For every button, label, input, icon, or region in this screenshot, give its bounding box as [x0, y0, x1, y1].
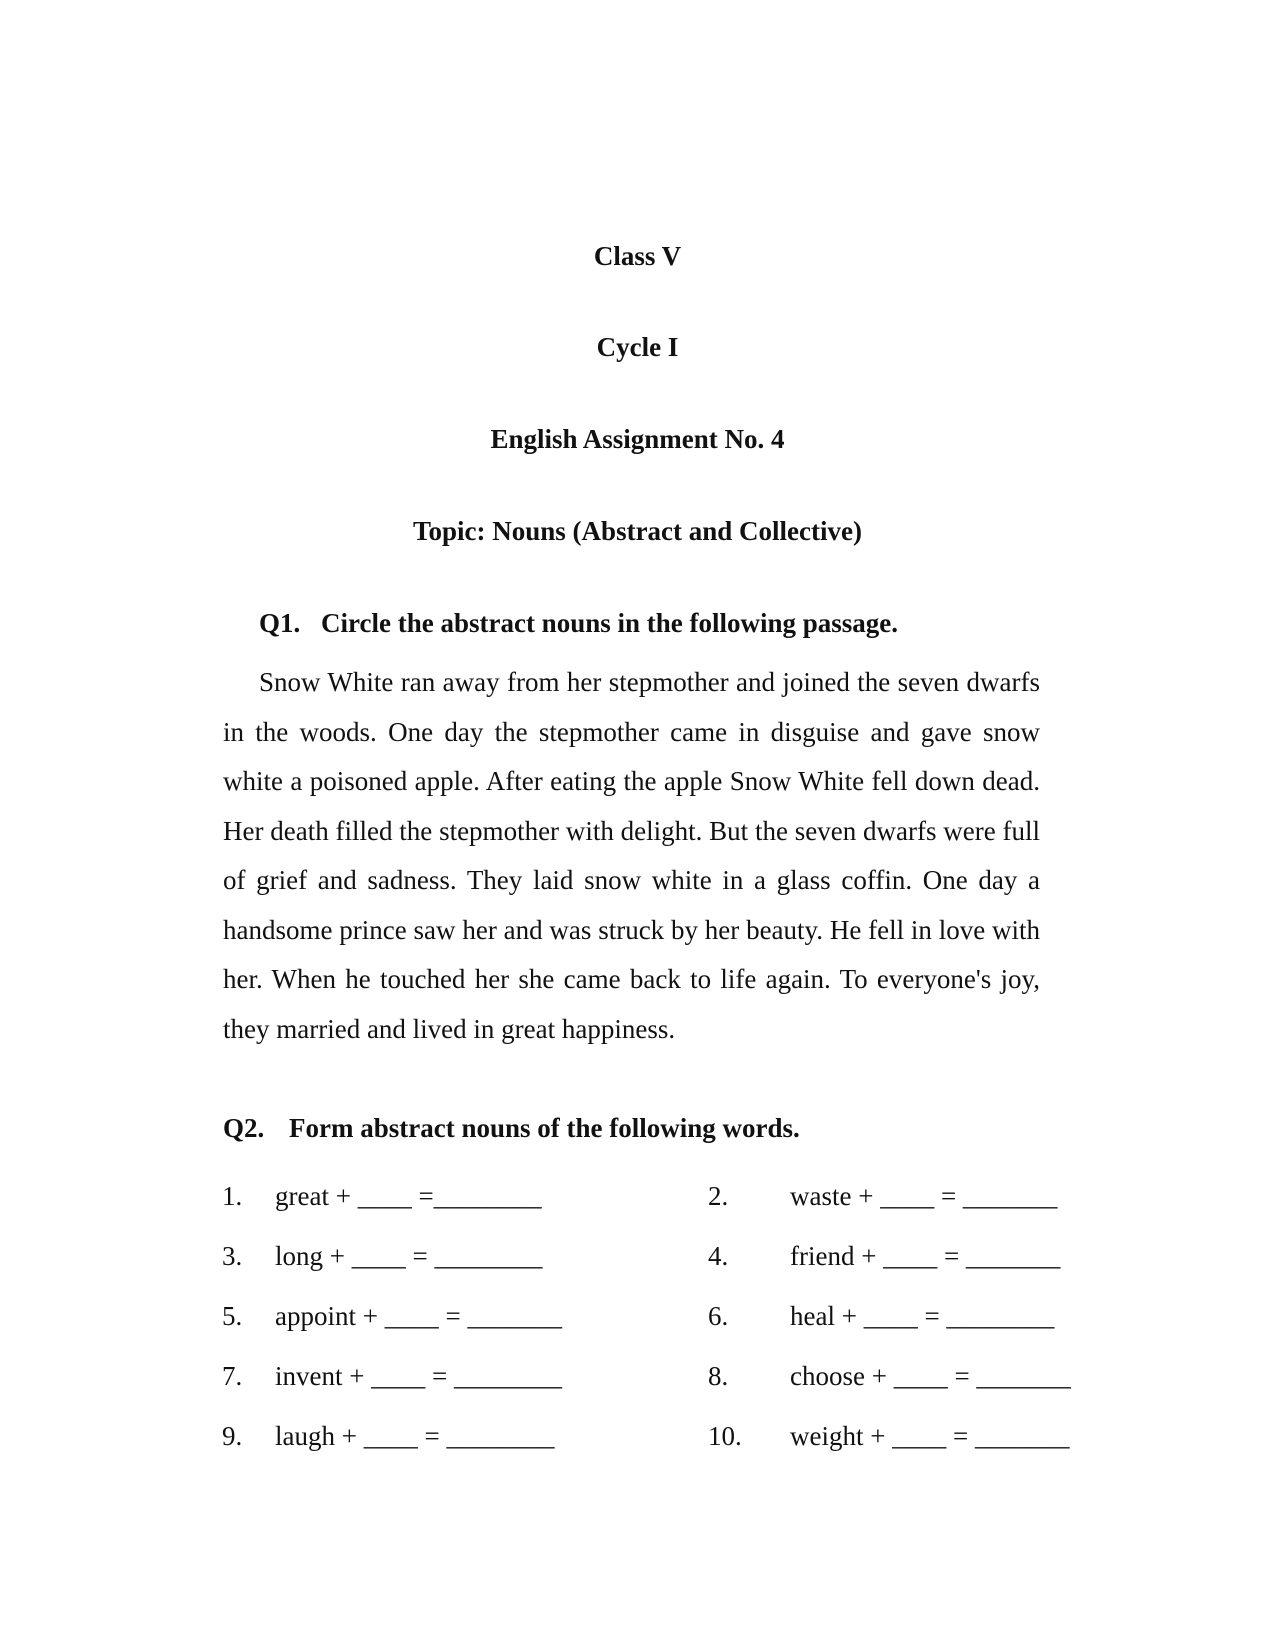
- exercise-prompt: great + ____ =________: [275, 1181, 542, 1211]
- passage-text: Snow White ran away from her stepmother and joined the seven dwarfs in the woods. One day the stepmother came in disguise and gave snow white a poisoned apple. After eating the apple Snow White fell down dead. Her death filled the stepmother with delight. But the seven dwarfs were full of grief and sadness. They laid snow white in a glass coffin. One day a handsome prince saw her and was struck by her beauty. He fell in love with her. When he touched her she came back to life again. To everyone's joy, they married and lived in great happiness.: [223, 667, 1040, 1044]
- exercise-number: 3.: [222, 1241, 243, 1271]
- exercise-prompt: friend + ____ = _______: [790, 1241, 1061, 1271]
- exercise-prompt: heal + ____ = ________: [790, 1301, 1055, 1331]
- exercise-number: 10.: [708, 1421, 742, 1451]
- exercise-prompt: invent + ____ = ________: [275, 1361, 562, 1391]
- exercise-number: 9.: [222, 1421, 243, 1451]
- exercise-prompt: long + ____ = ________: [275, 1241, 543, 1271]
- question-2: [223, 1112, 800, 1144]
- question-1: [259, 607, 898, 639]
- exercise-number: 1.: [222, 1181, 243, 1211]
- cycle-heading: Cycle I: [596, 332, 679, 362]
- question-2-instruction: Form abstract nouns of the following words.: [289, 1113, 800, 1143]
- exercise-number: 5.: [222, 1301, 243, 1331]
- exercise-number: 6.: [708, 1301, 729, 1331]
- question-1-instruction: Circle the abstract nouns in the following passage.: [321, 608, 899, 638]
- question-1-number: Q1.: [259, 608, 301, 638]
- question-2-number: Q2.: [223, 1113, 265, 1143]
- exercise-prompt: waste + ____ = _______: [790, 1181, 1058, 1211]
- exercise-prompt: weight + ____ = _______: [790, 1421, 1070, 1451]
- topic-heading: Topic: Nouns (Abstract and Collective): [413, 516, 862, 546]
- exercise-number: 7.: [222, 1361, 243, 1391]
- class-heading: Class V: [593, 241, 682, 271]
- exercise-prompt: laugh + ____ = ________: [275, 1421, 555, 1451]
- exercise-prompt: appoint + ____ = _______: [275, 1301, 562, 1331]
- exercise-prompt: choose + ____ = _______: [790, 1361, 1071, 1391]
- exercise-number: 8.: [708, 1361, 729, 1391]
- exercise-number: 4.: [708, 1241, 729, 1271]
- assignment-title: English Assignment No. 4: [490, 424, 785, 454]
- exercise-number: 2.: [708, 1181, 729, 1211]
